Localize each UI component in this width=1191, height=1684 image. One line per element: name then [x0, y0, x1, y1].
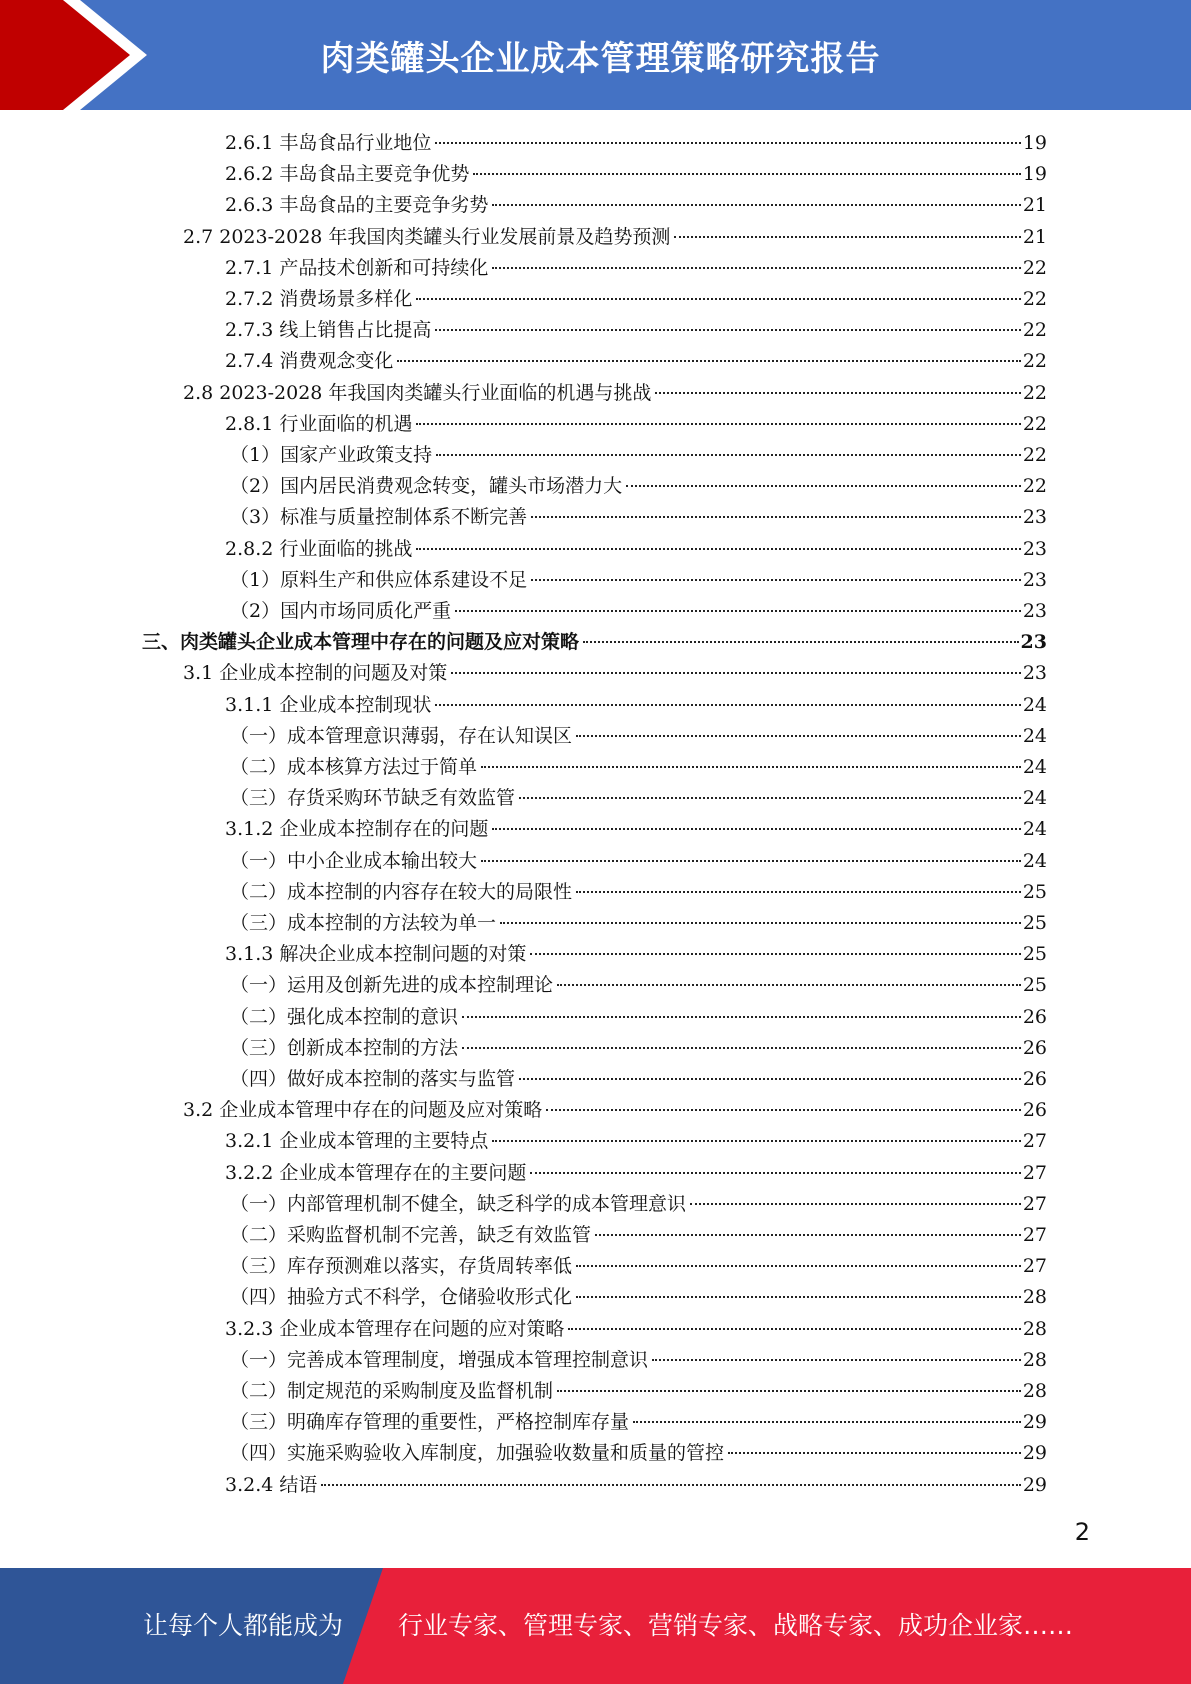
toc-entry[interactable]: [225, 190, 1047, 221]
toc-leader-dots: [557, 1390, 1021, 1392]
report-title: 肉类罐头企业成本管理策略研究报告: [320, 38, 881, 79]
toc-entry-page: 26: [1022, 1099, 1047, 1121]
toc-leader-dots: [473, 173, 1020, 175]
toc-entry-page: 29: [1022, 1411, 1047, 1433]
toc-entry[interactable]: [225, 1126, 1047, 1157]
toc-entry-label: 3.1 企业成本控制的问题及对策: [183, 662, 448, 684]
toc-entry-label: 2.7.2 消费场景多样化: [225, 288, 413, 310]
toc-entry-page: 22: [1022, 350, 1047, 372]
toc-entry[interactable]: [230, 1438, 1047, 1469]
toc-leader-dots: [436, 454, 1021, 456]
toc-leader-dots: [626, 485, 1021, 487]
toc-leader-dots: [530, 953, 1020, 955]
toc-leader-dots: [728, 1452, 1021, 1454]
toc-leader-dots: [500, 922, 1021, 924]
toc-entry-label: （一）运用及创新先进的成本控制理论: [230, 974, 554, 996]
toc-leader-dots: [583, 641, 1019, 643]
toc-entry[interactable]: [230, 471, 1047, 502]
toc-entry-page: 28: [1022, 1286, 1047, 1308]
toc-entry-label: （一）完善成本管理制度，增强成本管理控制意识: [230, 1349, 649, 1371]
toc-entry-page: 23: [1022, 569, 1047, 591]
toc-leader-dots: [519, 1078, 1021, 1080]
toc-entry-page: 24: [1022, 725, 1047, 747]
toc-entry-page: 24: [1022, 818, 1047, 840]
toc-entry[interactable]: [183, 1095, 1047, 1126]
toc-entry-label: 3.1.2 企业成本控制存在的问题: [225, 818, 489, 840]
toc-entry[interactable]: [225, 346, 1047, 377]
toc-entry-page: 22: [1022, 413, 1047, 435]
toc-leader-dots: [531, 516, 1021, 518]
toc-leader-dots: [492, 204, 1020, 206]
page-header: [0, 0, 1191, 110]
toc-leader-dots: [595, 1234, 1021, 1236]
toc-entry-page: 28: [1022, 1349, 1047, 1371]
toc-entry-label: （1）原料生产和供应体系建设不足: [230, 569, 528, 591]
toc-leader-dots: [531, 579, 1021, 581]
toc-entry[interactable]: [225, 159, 1047, 190]
toc-entry[interactable]: [225, 128, 1047, 159]
toc-leader-dots: [416, 298, 1020, 300]
toc-entry[interactable]: [230, 752, 1047, 783]
toc-entry-label: （三）库存预测难以落实，存货周转率低: [230, 1255, 573, 1277]
footer-slogan-right: 行业专家、管理专家、营销专家、战略专家、成功企业家……: [398, 1611, 1074, 1640]
toc-entry-label: （二）制定规范的采购制度及监督机制: [230, 1380, 554, 1402]
toc-entry-page: 27: [1022, 1130, 1047, 1152]
toc-entry-label: 2.6.1 丰岛食品行业地位: [225, 132, 432, 154]
toc-entry-page: 22: [1022, 257, 1047, 279]
toc-leader-dots: [435, 704, 1020, 706]
toc-entry-page: 23: [1022, 600, 1047, 622]
toc-entry-label: 3.2.1 企业成本管理的主要特点: [225, 1130, 489, 1152]
toc-entry-label: 3.2.3 企业成本管理存在问题的应对策略: [225, 1318, 565, 1340]
toc-leader-dots: [416, 423, 1020, 425]
page-footer: [0, 1568, 1191, 1684]
toc-leader-dots: [655, 392, 1020, 394]
toc-entry[interactable]: [225, 1158, 1047, 1189]
footer-slogan-left: 让每个人都能成为: [143, 1611, 344, 1640]
toc-entry-label: （四）做好成本控制的落实与监管: [230, 1068, 516, 1090]
toc-entry-page: 21: [1022, 194, 1047, 216]
toc-entry[interactable]: [225, 939, 1047, 970]
toc-entry-page: 25: [1022, 943, 1047, 965]
toc-leader-dots: [321, 1484, 1020, 1486]
toc-entry-page: 26: [1022, 1037, 1047, 1059]
toc-leader-dots: [492, 1140, 1020, 1142]
page-number: 2: [1074, 1518, 1090, 1546]
toc-leader-dots: [455, 610, 1021, 612]
toc-entry-label: （2）国内居民消费观念转变，罐头市场潜力大: [230, 475, 623, 497]
toc-entry-page: 24: [1022, 850, 1047, 872]
toc-leader-dots: [576, 891, 1021, 893]
toc-entry-page: 21: [1022, 226, 1047, 248]
toc-entry-label: 2.7.1 产品技术创新和可持续化: [225, 257, 489, 279]
toc-leader-dots: [416, 548, 1020, 550]
toc-entry-page: 27: [1022, 1224, 1047, 1246]
toc-leader-dots: [435, 329, 1020, 331]
toc-entry-label: 2.8.2 行业面临的挑战: [225, 538, 413, 560]
toc-leader-dots: [492, 267, 1020, 269]
toc-entry-label: 2.7.3 线上销售占比提高: [225, 319, 432, 341]
toc-entry-page: 25: [1022, 881, 1047, 903]
toc-entry-page: 22: [1022, 288, 1047, 310]
toc-entry[interactable]: [230, 846, 1047, 877]
toc-entry-label: 3.1.1 企业成本控制现状: [225, 694, 432, 716]
toc-entry-page: 27: [1022, 1193, 1047, 1215]
toc-entry[interactable]: [230, 1189, 1047, 1220]
toc-entry-label: 3.2 企业成本管理中存在的问题及应对策略: [183, 1099, 543, 1121]
toc-entry-page: 28: [1022, 1318, 1047, 1340]
toc-entry[interactable]: [230, 783, 1047, 814]
toc-entry-label: （二）成本控制的内容存在较大的局限性: [230, 881, 573, 903]
toc-entry-page: 22: [1022, 319, 1047, 341]
toc-entry-label: （三）明确库存管理的重要性，严格控制库存量: [230, 1411, 630, 1433]
toc-entry-label: 2.6.2 丰岛食品主要竞争优势: [225, 163, 470, 185]
toc-entry[interactable]: [230, 1251, 1047, 1282]
toc-entry-page: 24: [1022, 756, 1047, 778]
toc-leader-dots: [576, 1296, 1021, 1298]
toc-entry[interactable]: [230, 440, 1047, 471]
toc-leader-dots: [519, 797, 1021, 799]
toc-entry[interactable]: [225, 1470, 1047, 1501]
toc-entry-page: 27: [1022, 1162, 1047, 1184]
toc-leader-dots: [652, 1359, 1021, 1361]
toc-entry-page: 26: [1022, 1006, 1047, 1028]
toc-entry[interactable]: [225, 315, 1047, 346]
toc-entry[interactable]: [225, 1314, 1047, 1345]
toc-leader-dots: [481, 766, 1021, 768]
toc-entry[interactable]: [230, 1407, 1047, 1438]
toc-entry[interactable]: [225, 284, 1047, 315]
toc-leader-dots: [451, 672, 1021, 674]
toc-entry-page: 23: [1020, 631, 1047, 653]
toc-entry-label: （1）国家产业政策支持: [230, 444, 433, 466]
toc-entry-page: 24: [1022, 694, 1047, 716]
toc-entry-page: 22: [1022, 475, 1047, 497]
toc-entry-label: 3.2.2 企业成本管理存在的主要问题: [225, 1162, 527, 1184]
toc-entry-label: 三、肉类罐头企业成本管理中存在的问题及应对策略: [142, 631, 580, 653]
toc-entry-label: （三）成本控制的方法较为单一: [230, 912, 497, 934]
toc-entry-page: 23: [1022, 506, 1047, 528]
toc-entry-label: 2.6.3 丰岛食品的主要竞争劣势: [225, 194, 489, 216]
toc-entry-page: 23: [1022, 662, 1047, 684]
toc-entry-label: （二）成本核算方法过于简单: [230, 756, 478, 778]
toc-entry[interactable]: [183, 222, 1047, 253]
toc-leader-dots: [435, 142, 1020, 144]
toc-entry[interactable]: [230, 1345, 1047, 1376]
toc-leader-dots: [530, 1172, 1020, 1174]
toc-leader-dots: [481, 860, 1021, 862]
toc-entry-page: 25: [1022, 912, 1047, 934]
toc-entry-label: 2.8 2023-2028 年我国肉类罐头行业面临的机遇与挑战: [183, 382, 652, 404]
toc-entry-label: （二）强化成本控制的意识: [230, 1006, 459, 1028]
toc-entry-label: （三）创新成本控制的方法: [230, 1037, 459, 1059]
toc-entry-page: 23: [1022, 538, 1047, 560]
toc-entry[interactable]: [225, 534, 1047, 565]
toc-entry[interactable]: [142, 627, 1047, 658]
toc-entry-label: 2.7.4 消费观念变化: [225, 350, 394, 372]
toc-entry-page: 19: [1022, 132, 1047, 154]
toc-entry[interactable]: [230, 565, 1047, 596]
toc-entry-page: 19: [1022, 163, 1047, 185]
toc-entry[interactable]: [230, 1282, 1047, 1313]
toc-entry[interactable]: [183, 378, 1047, 409]
toc-entry-page: 29: [1022, 1442, 1047, 1464]
toc-leader-dots: [576, 735, 1021, 737]
toc-entry[interactable]: [230, 1033, 1047, 1064]
toc-leader-dots: [546, 1109, 1021, 1111]
toc-leader-dots: [462, 1047, 1021, 1049]
toc-entry-label: 2.8.1 行业面临的机遇: [225, 413, 413, 435]
toc-entry[interactable]: [183, 658, 1047, 689]
toc-entry[interactable]: [230, 502, 1047, 533]
toc-entry[interactable]: [230, 970, 1047, 1001]
toc-leader-dots: [397, 360, 1020, 362]
toc-leader-dots: [576, 1265, 1021, 1267]
toc-leader-dots: [568, 1328, 1020, 1330]
toc-entry-page: 22: [1022, 444, 1047, 466]
toc-entry-page: 28: [1022, 1380, 1047, 1402]
toc-entry-page: 29: [1022, 1474, 1047, 1496]
toc-entry-label: （三）存货采购环节缺乏有效监管: [230, 787, 516, 809]
toc-entry[interactable]: [230, 877, 1047, 908]
toc-entry-label: （一）内部管理机制不健全，缺乏科学的成本管理意识: [230, 1193, 687, 1215]
toc-entry-label: （3）标准与质量控制体系不断完善: [230, 506, 528, 528]
toc-entry[interactable]: [225, 409, 1047, 440]
toc-entry[interactable]: [225, 253, 1047, 284]
toc-leader-dots: [557, 984, 1021, 986]
toc-entry-page: 26: [1022, 1068, 1047, 1090]
toc-entry[interactable]: [230, 1002, 1047, 1033]
toc-entry-label: 3.1.3 解决企业成本控制问题的对策: [225, 943, 527, 965]
toc-entry-label: 3.2.4 结语: [225, 1474, 318, 1496]
toc-entry-page: 27: [1022, 1255, 1047, 1277]
toc-entry[interactable]: [230, 721, 1047, 752]
toc-leader-dots: [462, 1016, 1021, 1018]
toc-entry-label: （二）采购监督机制不完善，缺乏有效监管: [230, 1224, 592, 1246]
toc-entry-page: 24: [1022, 787, 1047, 809]
toc-entry-label: （四）抽验方式不科学，仓储验收形式化: [230, 1286, 573, 1308]
toc-entry[interactable]: [225, 690, 1047, 721]
toc-entry[interactable]: [230, 1376, 1047, 1407]
toc-entry-page: 25: [1022, 974, 1047, 996]
toc-leader-dots: [674, 236, 1020, 238]
toc-entry[interactable]: [230, 1064, 1047, 1095]
toc-leader-dots: [633, 1421, 1021, 1423]
toc-entry-label: （一）成本管理意识薄弱，存在认知误区: [230, 725, 573, 747]
toc-entry-page: 22: [1022, 382, 1047, 404]
toc-leader-dots: [492, 828, 1020, 830]
toc-entry-label: 2.7 2023-2028 年我国肉类罐头行业发展前景及趋势预测: [183, 226, 671, 248]
toc-leader-dots: [690, 1203, 1021, 1205]
toc-entry[interactable]: [225, 814, 1047, 845]
toc-entry-label: （一）中小企业成本输出较大: [230, 850, 478, 872]
toc-entry[interactable]: [230, 1220, 1047, 1251]
toc-entry-label: （2）国内市场同质化严重: [230, 600, 452, 622]
toc-entry[interactable]: [230, 596, 1047, 627]
toc-entry[interactable]: [230, 908, 1047, 939]
toc-entry-label: （四）实施采购验收入库制度，加强验收数量和质量的管控: [230, 1442, 725, 1464]
